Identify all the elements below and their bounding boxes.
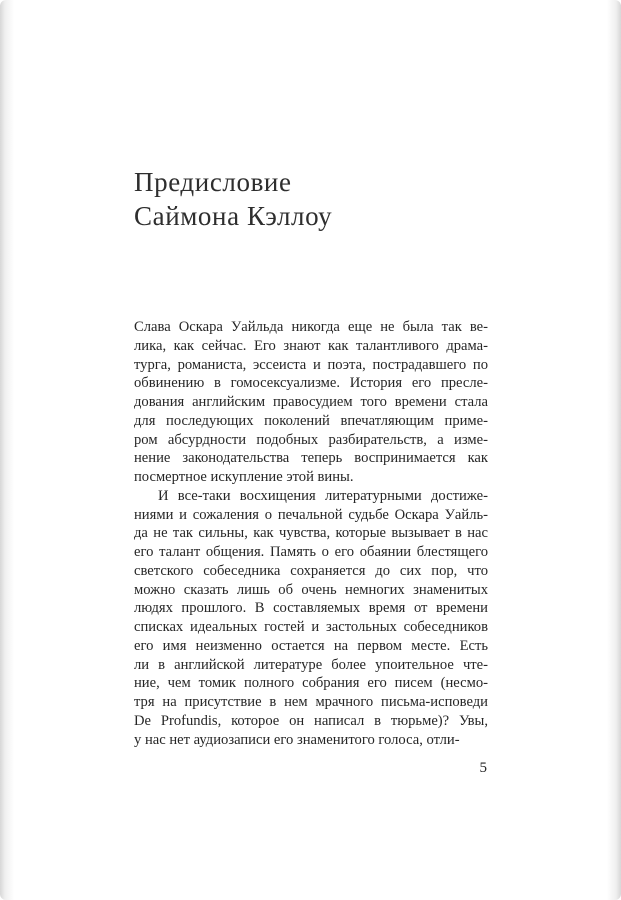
text-line: ли в английской литературе более упоительное чте- bbox=[134, 656, 488, 673]
text-line: ниями и сожаления о печальной судьбе Оскара Уайль- bbox=[134, 506, 488, 523]
text-line: тря на присутствие в нем мрачного письма-исповеди bbox=[134, 694, 488, 710]
body-text bbox=[134, 318, 488, 749]
text-line: И все-таки восхищения литературными достиже- bbox=[158, 487, 488, 504]
paragraph bbox=[134, 318, 488, 487]
text-line: да не так сильны, как чувства, которые вызывает в нас bbox=[134, 525, 488, 542]
text-line: De Profundis, которое он написал в тюрьме)? Увы, bbox=[134, 712, 488, 729]
text-line: Слава Оскара Уайльда никогда еще не была так ве- bbox=[134, 319, 488, 335]
text-line: его имя неизменно остается на первом месте. Есть bbox=[134, 637, 488, 654]
text-line: лика, как сейчас. Его знают как талантливого драма- bbox=[134, 337, 488, 354]
text-line: посмертное искупление этой вины. bbox=[134, 469, 354, 485]
text-line: у нас нет аудиозаписи его знаменитого голоса, отли- bbox=[134, 731, 460, 748]
chapter-title bbox=[134, 165, 488, 233]
text-line: светского собеседника сохраняется до сих пор, что bbox=[134, 562, 488, 579]
text-line: списках идеальных гостей и застольных собеседников bbox=[134, 619, 488, 635]
text-line: нение законодательства теперь воспринимается как bbox=[134, 450, 488, 467]
text-line: обвинению в гомосексуализме. История его пресле- bbox=[134, 375, 488, 392]
text-line: дования английским правосудием того времени стала bbox=[134, 394, 488, 410]
chapter-title-line-2: Саймона Кэллоу bbox=[134, 201, 333, 231]
text-line: ром абсурдности подобных разбирательств, а изме- bbox=[134, 431, 488, 448]
page-content bbox=[134, 165, 488, 749]
text-line: ние, чем томик полного собрания его писем (несмо- bbox=[134, 675, 488, 692]
chapter-title-line-1: Предисловие bbox=[134, 167, 292, 197]
text-line: турга, романиста, эссеиста и поэта, пострадавшего по bbox=[134, 356, 488, 373]
page-number: 5 bbox=[479, 760, 487, 776]
text-line: его талант общения. Память о его обаянии блестящего bbox=[134, 544, 488, 560]
text-line: можно сказать лишь об очень немногих знаменитых bbox=[134, 581, 488, 598]
text-line: для последующих поколений впечатляющим приме- bbox=[134, 412, 488, 429]
page-edge-left bbox=[0, 0, 14, 900]
text-line: людях прошлого. В составляемых время от времени bbox=[134, 600, 488, 617]
paragraph bbox=[134, 487, 488, 750]
page-edge-right bbox=[607, 0, 621, 900]
